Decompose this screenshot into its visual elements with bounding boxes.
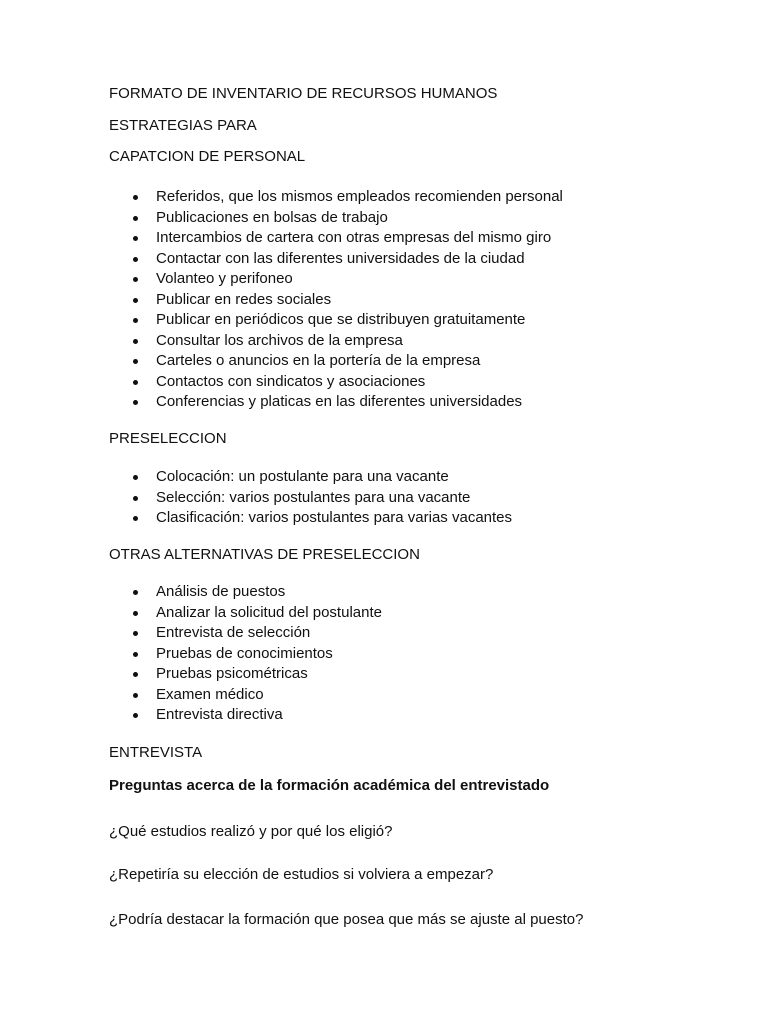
list-item-text: Examen médico: [156, 685, 264, 703]
list-item: [109, 270, 563, 291]
list-item: [109, 686, 382, 707]
list-item-text: Publicaciones en bolsas de trabajo: [156, 208, 388, 226]
question-2: ¿Repetiría su elección de estudios si volviera a empezar?: [109, 866, 494, 883]
question-1: ¿Qué estudios realizó y por qué los eligió?: [109, 823, 393, 840]
list-item-text: Pruebas psicométricas: [156, 665, 308, 682]
list-item-text: Contactar con las diferentes universidades de la ciudad: [156, 249, 525, 267]
list-item-text: Carteles o anuncios en la portería de la empresa: [156, 352, 481, 369]
list-item: [109, 489, 512, 510]
list-item: [109, 393, 563, 414]
bullet-icon: [133, 672, 138, 677]
heading-entrevista: ENTREVISTA: [109, 744, 203, 761]
list-item-text: Volanteo y perifoneo: [156, 270, 293, 287]
list-item-text: Consultar los archivos de la empresa: [156, 331, 403, 349]
list-item-text: Analizar la solicitud del postulante: [156, 603, 382, 621]
bullet-icon: [133, 195, 138, 200]
list-item: [109, 706, 382, 727]
bullet-icon: [133, 496, 138, 501]
list-item: [109, 583, 382, 604]
list-item: [109, 250, 563, 271]
list-item: [109, 468, 512, 489]
list-item: [109, 373, 563, 394]
heading-estrategias: ESTRATEGIAS PARA: [109, 117, 257, 134]
bullet-icon: [133, 652, 138, 657]
list-item: [109, 645, 382, 666]
document-title: FORMATO DE INVENTARIO DE RECURSOS HUMANOS: [109, 85, 498, 102]
list-item: [109, 509, 512, 530]
bullet-icon: [133, 611, 138, 616]
list-item: [109, 624, 382, 645]
list-item-text: Análisis de puestos: [156, 583, 286, 600]
list-item-text: Intercambios de cartera con otras empresas del mismo giro: [156, 229, 552, 246]
list-item: [109, 311, 563, 332]
list-item: [109, 229, 563, 250]
list-item-text: Colocación: un postulante para una vacante: [156, 468, 449, 485]
preseleccion-list: [109, 468, 512, 530]
bullet-icon: [133, 277, 138, 282]
bullet-icon: [133, 236, 138, 241]
list-item: [109, 332, 563, 353]
list-item: [109, 665, 382, 686]
bullet-icon: [133, 713, 138, 718]
bullet-icon: [133, 693, 138, 698]
bullet-icon: [133, 516, 138, 521]
bullet-icon: [133, 298, 138, 303]
bullet-icon: [133, 400, 138, 405]
list-item: [109, 604, 382, 625]
heading-preseleccion: PRESELECCION: [109, 430, 227, 447]
list-item-text: Selección: varios postulantes para una vacante: [156, 488, 471, 506]
bullet-icon: [133, 631, 138, 636]
subheading-preguntas: Preguntas acerca de la formación académica del entrevistado: [109, 777, 550, 794]
list-item-text: Referidos, que los mismos empleados recomienden personal: [156, 188, 563, 205]
list-item-text: Contactos con sindicatos y asociaciones: [156, 372, 426, 390]
list-item-text: Clasificación: varios postulantes para varias vacantes: [156, 509, 513, 526]
list-item-text: Entrevista de selección: [156, 624, 311, 641]
question-3: ¿Podría destacar la formación que posea que más se ajuste al puesto?: [109, 911, 584, 928]
list-item-text: Conferencias y platicas en las diferentes universidades: [156, 393, 523, 410]
list-item: [109, 291, 563, 312]
list-item-text: Publicar en redes sociales: [156, 290, 332, 308]
bullet-icon: [133, 216, 138, 221]
heading-otras-alternativas: OTRAS ALTERNATIVAS DE PRESELECCION: [109, 546, 420, 563]
bullet-icon: [133, 359, 138, 364]
list-item: [109, 188, 563, 209]
bullet-icon: [133, 339, 138, 344]
list-item: [109, 209, 563, 230]
bullet-icon: [133, 257, 138, 262]
bullet-icon: [133, 475, 138, 480]
bullet-icon: [133, 380, 138, 385]
list-item: [109, 352, 563, 373]
list-item-text: Publicar en periódicos que se distribuyen gratuitamente: [156, 311, 526, 328]
list-item-text: Pruebas de conocimientos: [156, 644, 333, 662]
list-item-text: Entrevista directiva: [156, 706, 283, 723]
bullet-icon: [133, 318, 138, 323]
otras-alternativas-list: [109, 583, 382, 727]
captacion-list: [109, 188, 563, 414]
bullet-icon: [133, 590, 138, 595]
heading-captacion: CAPATCION DE PERSONAL: [109, 148, 306, 165]
